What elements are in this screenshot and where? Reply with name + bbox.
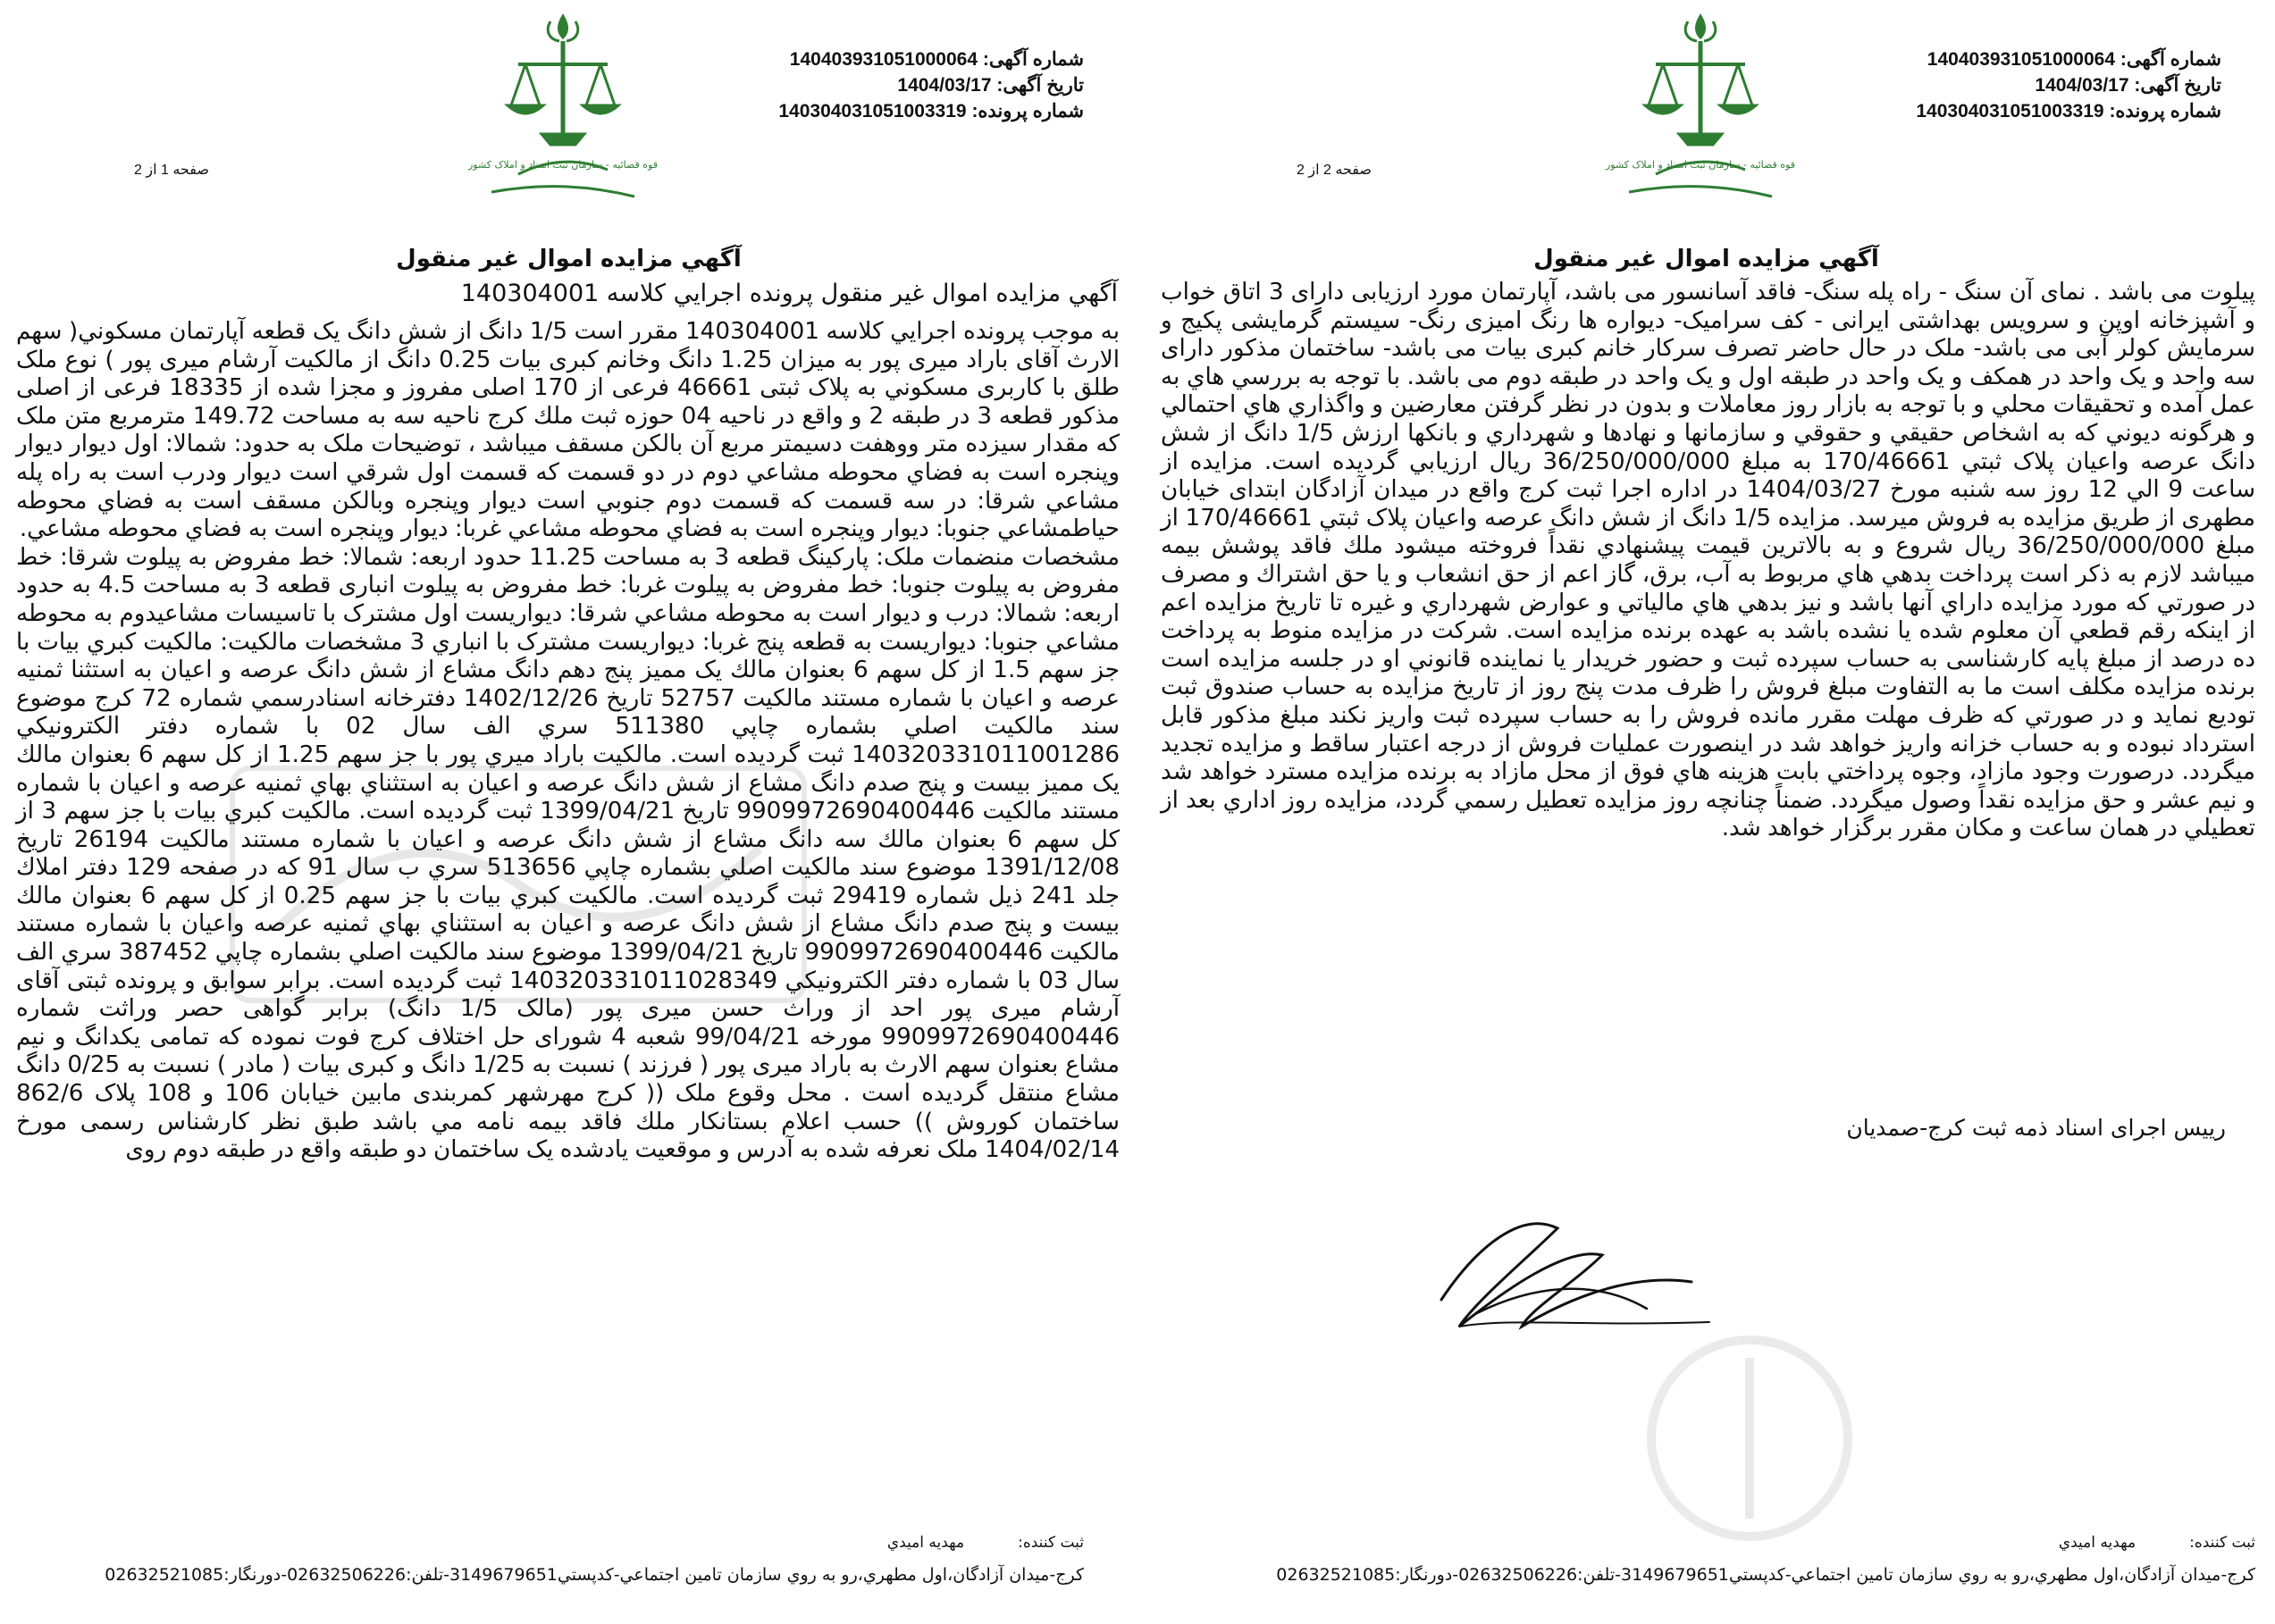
document-body: پیلوت می باشد . نمای آن سنگ - راه پله سنگ- فاقد آسانسور می باشد، آپارتمان مورد ارزیابی دارای 3 اتاق خواب و آشپزخانه اوپن و سرویس بهداشتی ایرانی - کف سرامیک- دیواره ها رنگ امیزی رنگ- سیستم گرمایشی پکیج و سرمایش کولر آبی می باشد- ملک در حال حاضر تصرف سرکار خانم کبری بیات می باشد- ساختمان مذکور دارای سه واحد و یک واحد در همکف و یک واحد در طبقه اول و یک واحد در طبقه دوم می باشد. با توجه به بررسي هاي به عمل آمده و تحقيقات محلي و با توجه به بازار روز معاملات و بدون در نظر گرفتن معارضين و واگذاري هاي احتمالي و هرگونه ديوني كه به اشخاص حقيقي و حقوقي و سازمانها و نهادها و شهرداري و بانكها ارزش 1/5 دانگ از شش دانگ عرصه واعيان پلاک ثبتي 170/46661 به مبلغ 36/250/000/000 ريال ارزيابي گرديده است. مزايده از ساعت 9 الي 12 روز سه شنبه مورخ 1404/03/27 در اداره اجرا ثبت کرج واقع در میدان آزادگان ابتدای خیابان مطهری از طریق مزایده به فروش میرسد. مزایده 1/5 دانگ از شش دانگ عرصه واعيان پلاک ثبتي 170/46661 از مبلغ 36/250/000/000 ريال شروع و به بالاترين قيمت پيشنهادي نقداً فروخته ميشود ملك فاقد پوشش بيمه ميباشد لازم به ذكر است پرداخت بدهي هاي مربوط به آب، برق، گاز اعم از حق انشعاب و يا حق اشتراك و مصرف در صورتي كه مورد مزايده داراي آنها باشد و نيز بدهي هاي مالياتي و عوارض شهرداري و غيره تا تاريخ مزايده اعم از اينكه رقم قطعي آن معلوم شده يا نشده باشد به عهده برنده مزايده است. شرکت در مزايده منوط به پرداخت ده درصد از مبلغ پايه كارشناسی به حساب سپرده ثبت و حضور خريدار يا نماينده قانوني او در جلسه مزايده است برنده مزايده مكلف است ما به التفاوت مبلغ فروش را ظرف مدت پنج روز از تاريخ مزايده به حساب صندوق ثبت توديع نمايد و در صورتي كه ظرف مهلت مقرر مانده فروش را به حساب سپرده ثبت واريز نكند مبلغ مذكور قابل استرداد نبوده و به حساب خزانه واريز خواهد شد در اينصورت عمليات فروش از درجه اعتبار ساقط و مزايده تجديد ميگردد. درصورت وجود مازاد، وجوه پرداختي بابت هزينه هاي فوق از محل مازاد به برنده مزايده مسترد خواهد شد و نيم عشر و حق مزايده نقداً وصول ميگردد. ضمناً چنانچه روز مزايده تعطيل رسمي گردد، مزايده روز اداري بعد از تعطيلي در همان ساعت و مكان مقرر برگزار خواهد شد. xyxy=(1161,279,2256,842)
ad-date: 1404/03/17 xyxy=(2035,75,2129,96)
registrar-name: مهديه اميدي xyxy=(2058,1534,2136,1552)
page-number: صفحه 1 از 2 xyxy=(134,163,209,178)
registrar-label: ثبت كننده: xyxy=(2189,1534,2255,1552)
document-meta xyxy=(1916,46,2221,124)
case-number-label: شماره پرونده: xyxy=(971,101,1084,121)
case-number: 140304031051003319 xyxy=(1916,101,2104,121)
judiciary-emblem-icon xyxy=(1605,9,1796,205)
page-number: صفحه 2 از 2 xyxy=(1297,163,1372,178)
emblem-caption: قوه قضائیه - سازمان ثبت اسناد و املاک کشور xyxy=(467,159,659,171)
judiciary-emblem-icon xyxy=(467,9,659,205)
registrar-name: مهديه اميدي xyxy=(886,1534,965,1552)
emblem-caption: قوه قضائیه - سازمان ثبت اسناد و املاک کشور xyxy=(1605,159,1796,171)
document-meta xyxy=(778,46,1084,124)
signer-title: رییس اجرای اسناد ذمه ثبت کرج-صمدیان xyxy=(1846,1115,2226,1141)
ad-date: 1404/03/17 xyxy=(897,75,992,96)
document-heading: آگهي مزايده اموال غير منقول xyxy=(396,246,742,272)
ad-number-label: شماره آگهی: xyxy=(982,49,1084,70)
ad-date-label: تاریخ آگهی: xyxy=(2134,75,2221,96)
case-number-label: شماره پرونده: xyxy=(2109,101,2221,121)
registrar-label: ثبت كننده: xyxy=(1018,1534,1084,1552)
document-body: به موجب پرونده اجرايي كلاسه 140304001 مقرر است 1/5 دانگ از شش دانگ يک قطعه آپارتمان مسكوني( سهم الارث آقای باراد میری پور به میزان 1.25 دانگ وخانم کبری بیات 0.25 دانگ از مالکیت آرشام میری پور ) نوع ملک طلق با کاربری مسکوني به پلاک ثبتی 46661 فرعی از 170 اصلی مفروز و مجزا شده از 18335 فرعی از اصلی مذكور قطعه 3 در طبقه 2 و واقع در ناحيه 04 حوزه ثبت ملك كرج ناحيه سه به مساحت 149.72 مترمربع متن ملک که مقدار سیزده متر ووهفت دسیمتر مربع آن بالکن مسقف میباشد ، توضیحات ملک به حدود: شمالا: اول ديوار ديوار وپنجره است به فضاي محوطه مشاعي دوم در دو قسمت كه قسمت اول شرقي است ديوار ودرب است به راه پله مشاعي شرقا: در سه قسمت كه قسمت دوم جنوبي است ديوار وپنجره وبالكن مسقف است به فضاي محوطه حياطمشاعي جنوبا: ديوار وپنجره است به فضاي محوطه مشاعي غربا: ديوار وپنجره است به فضاي محوطه مشاعي. مشخصات منضمات ملک: پاركينگ قطعه 3 به مساحت 11.25 حدود اربعه: شمالا: خط مفروض به پيلوت شرقا: خط مفروض به پيلوت جنوبا: خط مفروض به پيلوت غربا: خط مفروض به پيلوت انباری قطعه 3 به مساحت 4.5 به حدود اربعه: شمالا: درب و ديوار است به محوطه مشاعي شرقا: ديواريست اول مشترک با تاسيسات مشاعيدوم به محوطه مشاعي جنوبا: ديواريست به قطعه پنج غربا: ديواريست مشترک با انباري 3 مشخصات مالکیت: مالكيت كبري بيات با جز سهم 1.5 از كل سهم 6 بعنوان مالك يک مميز پنج دهم دانگ مشاع از شش دانگ عرصه و اعيان به استثنا ثمنيه عرصه و اعيان با شماره مستند مالكيت 52757 تاريخ 1402/12/26 دفترخانه اسنادرسمي شماره 72 كرج موضوع سند مالكيت اصلي بشماره چاپي 511380 سري الف سال 02 با شماره دفتر الكترونيكي 140320331011001286 ثبت گرديده است. مالكيت باراد ميري پور با جز سهم 1.25 از كل سهم 6 بعنوان مالك يک مميز بيست و پنج صدم دانگ مشاع از شش دانگ عرصه و اعيان به استثناي بهاي ثمنيه عرصه و اعيان با شماره مستند مالكيت 9909972690400446 تاريخ 1399/04/21 ثبت گرديده است. مالكيت كبري بيات با جز سهم 3 از كل سهم 6 بعنوان مالك سه دانگ مشاع از شش دانگ عرصه و اعيان با شماره مستند مالكيت 26194 تاريخ 1391/12/08 موضوع سند مالكيت اصلي بشماره چاپي 513656 سري ب سال 91 كه در صفحه 129 دفتر املاك جلد 241 ذيل شماره 29419 ثبت گرديده است. مالكيت كبري بيات با جز سهم 0.25 از كل سهم 6 بعنوان مالك بيست و پنج صدم دانگ مشاع از شش دانگ عرصه و اعيان به استثناي بهاي ثمنيه عرصه واعيان با شماره مستند مالكيت 9909972690400446 تاريخ 1399/04/21 موضوع سند مالكيت اصلي بشماره چاپي 387452 سري الف سال 03 با شماره دفتر الكترونيكي 140320331011028349 ثبت گرديده است. برابر سوابق و پرونده ثبتی آقای آرشام میری پور احد از وراث حسن میری پور (مالک 1/5 دانگ) برابر گواهی حصر وراثت شماره 9909972690400446 مورخه 99/04/21 شعبه 4 شورای حل اختلاف کرج فوت نموده که تمامی یکدانگ و نیم مشاع بعنوان سهم الارث به باراد میری پور ( فرزند ) نسبت به 1/25 دانگ و کبری بیات ( مادر ) نسبت به 0/25 دانگ مشاع منتقل گردیده است . محل وقوع ملک (( کرج مهرشهر کمربندی مابین خیابان 106 و 108 پلاک 862/6 ساختمان کوروش )) حسب اعلام بستانکار ملك فاقد بیمه نامه مي باشد طبق نظر كارشناس رسمی مورخ 1404/02/14 ملک نعرفه شده به آدرس و موقعیت یادشده یک ساختمان دو طبقه واقع در طبقه دوم روی xyxy=(16,318,1121,1164)
office-contact-footer: كرج-ميدان آزادگان،اول مطهري،رو به روي سازمان تامين اجتماعي-كدپستي3149679651-تلفن:02632506226-دورنگار:02632521085 xyxy=(105,1565,1084,1585)
registrar-line xyxy=(887,1534,1084,1552)
document-heading: آگهي مزايده اموال غير منقول xyxy=(1533,246,1879,272)
ad-number: 140403931051000064 xyxy=(789,49,978,70)
ad-date-label: تاریخ آگهی: xyxy=(996,75,1084,96)
ad-number-label: شماره آگهی: xyxy=(2120,49,2221,70)
faded-emblem-watermark-icon xyxy=(1638,1322,1861,1554)
document-subheading: آگهي مزايده اموال غير منقول پرونده اجرايي كلاسه 140304001 xyxy=(460,280,1118,307)
ad-number: 140403931051000064 xyxy=(1927,49,2116,70)
case-number: 140304031051003319 xyxy=(778,101,967,121)
registrar-line xyxy=(2059,1534,2255,1552)
office-contact-footer: كرج-ميدان آزادگان،اول مطهري،رو به روي سازمان تامين اجتماعي-كدپستي3149679651-تلفن:02632506226-دورنگار:02632521085 xyxy=(1276,1565,2255,1585)
document-page-2 xyxy=(1138,0,2275,1624)
